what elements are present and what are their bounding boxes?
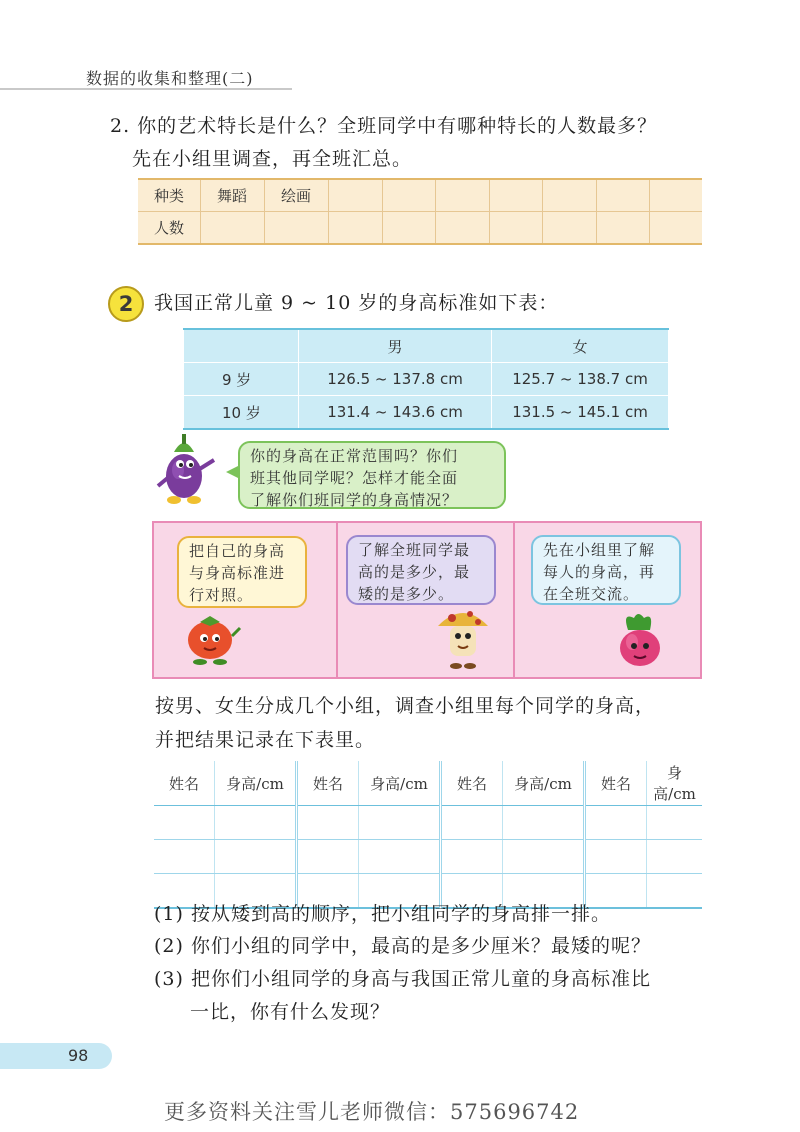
name-header: 姓名 [297,761,359,806]
mushroom-character-icon [434,600,492,672]
table-cell [503,806,585,840]
table-cell [329,212,383,245]
table-cell [585,806,647,840]
speech-bubble-radish [531,535,681,605]
height-header: 身高/cm [215,761,297,806]
height-header: 身高/cm [359,761,441,806]
table-cell [265,212,329,245]
bubble-line: 在全班交流。 [543,585,640,603]
age-cell: 9 岁 [184,363,299,396]
table-cell [647,806,703,840]
panel-divider [513,523,515,677]
table-cell: 绘画 [265,179,329,212]
table-cell [503,840,585,874]
table-cell [359,840,441,874]
table-cell [215,840,297,874]
table-cell [154,806,215,840]
table-cell [489,179,543,212]
bubble-line: 把自己的身高 [189,542,286,560]
chapter-title: 数据的收集和整理(二) [86,69,254,88]
task-line2: 并把结果记录在下表里。 [155,729,376,751]
table-row [138,212,702,245]
table-row [184,396,669,430]
speech-bubble-mushroom [346,535,496,605]
art-skill-table [138,178,702,245]
page-number-tab [0,1043,112,1069]
name-header: 姓名 [441,761,503,806]
table-cell [201,212,265,245]
section-2-intro: 我国正常儿童 9 ~ 10 岁的身高标准如下表： [154,292,559,314]
table-cell: 舞蹈 [201,179,265,212]
section-number-badge: 2 [108,286,144,322]
table-cell [650,179,702,212]
name-header: 姓名 [154,761,215,806]
subquestion-2: (2) 你们小组的同学中，最高的是多少厘米？最矮的呢？ [154,935,651,957]
male-header: 男 [299,329,492,363]
table-cell [543,179,597,212]
bubble-line: 矮的是多少。 [358,585,455,603]
table-cell [543,212,597,245]
speech-bubble-tomato [177,536,307,608]
bubble-line: 了解你们班同学的身高情况？ [250,491,459,509]
bubble-line: 高的是多少，最 [358,563,471,581]
radish-character-icon [612,612,670,670]
table-header-row [184,329,669,363]
bubble-line: 与身高标准进 [189,564,286,582]
bubble-line: 每人的身高，再 [543,563,656,581]
table-cell [596,212,650,245]
eggplant-character-icon [150,430,222,506]
table-cell [215,806,297,840]
question-2-line1: 2. 你的艺术特长是什么？全班同学中有哪种特长的人数最多？ [110,115,658,137]
question-2-line2: 先在小组里调查，再全班汇总。 [132,148,413,170]
table-cell [647,840,703,874]
table-header-row [154,761,702,806]
table-cell [329,179,383,212]
height-record-table [154,761,702,909]
table-cell [650,212,702,245]
height-standard-table [183,328,669,430]
table-cell [596,179,650,212]
table-cell [297,840,359,874]
task-line1: 按男、女生分成几个小组，调查小组里每个同学的身高， [155,695,656,717]
table-cell [436,212,490,245]
panel-divider [336,523,338,677]
height-header: 身高/cm [647,761,703,806]
table-cell [436,179,490,212]
page-number: 98 [68,1046,89,1065]
male-range-cell: 126.5 ~ 137.8 cm [299,363,492,396]
table-cell [489,212,543,245]
bubble-line: 班其他同学呢？怎样才能全面 [250,469,459,487]
table-cell [359,806,441,840]
table-cell [585,840,647,874]
female-range-cell: 131.5 ~ 145.1 cm [492,396,669,430]
subquestion-3-continued: 一比，你有什么发现？ [190,1001,391,1023]
table-cell [382,212,436,245]
age-cell: 10 岁 [184,396,299,430]
table-row [154,806,702,840]
female-range-cell: 125.7 ~ 138.7 cm [492,363,669,396]
table-row [154,840,702,874]
table-cell [441,806,503,840]
speech-bubble-eggplant [238,441,506,509]
table-cell [647,874,703,909]
table-cell [184,329,299,363]
table-cell [382,179,436,212]
bubble-line: 你的身高在正常范围吗？你们 [250,447,459,465]
table-cell [297,806,359,840]
subquestion-1: (1) 按从矮到高的顺序，把小组同学的身高排一排。 [154,903,611,925]
bubble-line: 行对照。 [189,586,254,604]
name-header: 姓名 [585,761,647,806]
table-row [138,179,702,212]
table-cell [441,840,503,874]
height-header: 身高/cm [503,761,585,806]
bubble-line: 先在小组里了解 [543,541,656,559]
table-cell [154,840,215,874]
footer-note: 更多资料关注雪儿老师微信：575696742 [164,1100,580,1124]
tomato-character-icon [182,608,244,668]
male-range-cell: 131.4 ~ 143.6 cm [299,396,492,430]
subquestion-3: (3) 把你们小组同学的身高与我国正常儿童的身高标准比 [154,968,651,990]
bubble-line: 了解全班同学最 [358,541,471,559]
table-cell: 人数 [138,212,201,245]
table-row [184,363,669,396]
female-header: 女 [492,329,669,363]
table-cell: 种类 [138,179,201,212]
